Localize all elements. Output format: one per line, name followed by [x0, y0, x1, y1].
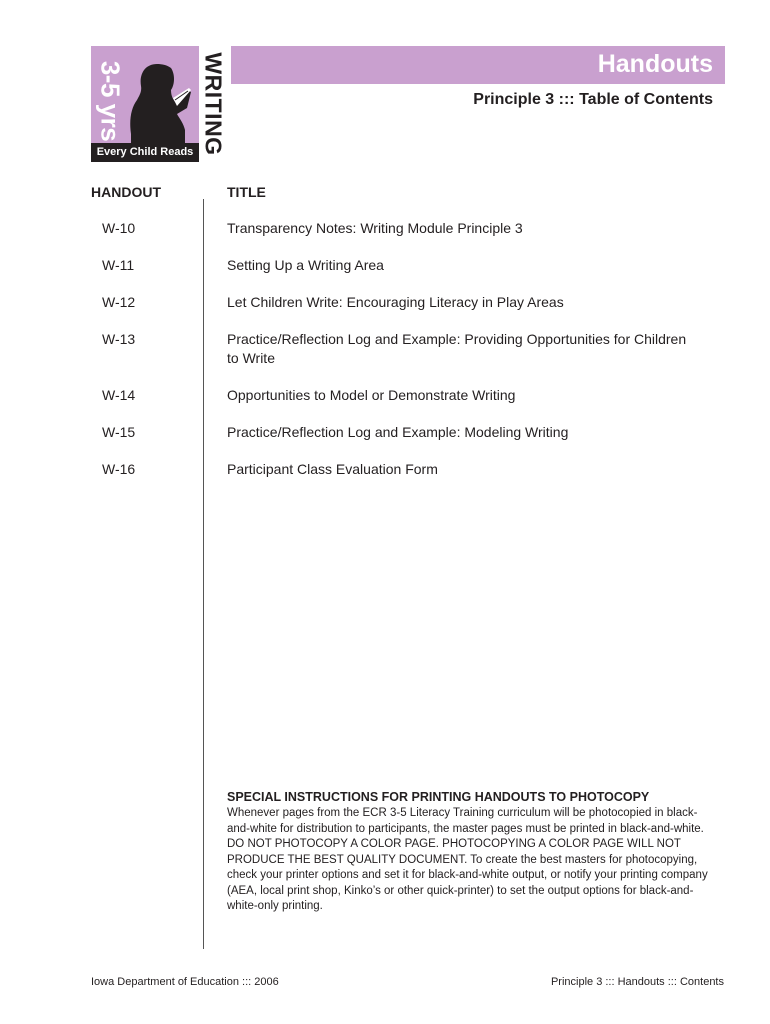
instructions-heading: SPECIAL INSTRUCTIONS FOR PRINTING HANDOUTS TO PHOTOCOPY: [227, 790, 650, 804]
logo-age-label: 3-5 yrs: [95, 60, 126, 142]
handout-code: W-13: [102, 331, 136, 347]
handout-code: W-15: [102, 424, 136, 440]
handout-title: Practice/Reflection Log and Example: Modeling Writing: [227, 424, 569, 440]
instructions-body: Whenever pages from the ECR 3-5 Literacy Training curriculum will be photocopied in black-and-white for distribution to participants, the master pages must be printed in black-and-white. DO NOT PHOTOCOPY A COLOR PAGE. PHOTOCOPYING A COLOR PAGE WILL NOT PRODUCE THE BEST QUALITY DOCUMENT. To create the best masters for photocopying, check your printer options and set it for black-and-white output, or notify your printing company (AEA, local print shop, Kinko’s or other quick-printer) to set the output options for black-and-white-only printing.: [227, 807, 708, 912]
header-bar: [231, 46, 725, 84]
logo-writing-label-box: [200, 46, 226, 162]
column-divider: [203, 199, 204, 949]
page-subtitle: Principle 3 ::: Table of Contents: [473, 91, 713, 108]
handout-title: Setting Up a Writing Area: [227, 257, 384, 273]
handout-title: Transparency Notes: Writing Module Principle 3: [227, 220, 523, 236]
page-title: Handouts: [597, 50, 713, 78]
logo-writing-label: WRITING: [200, 52, 227, 156]
column-header-title: TITLE: [227, 184, 266, 200]
handout-code: W-16: [102, 461, 136, 477]
handout-code: W-14: [102, 387, 136, 403]
logo-age-label-box: [95, 52, 125, 150]
printing-instructions: [227, 789, 727, 915]
handout-title: Opportunities to Model or Demonstrate Writing: [227, 387, 516, 403]
handout-code: W-11: [102, 257, 135, 273]
footer-publisher: Iowa Department of Education ::: 2006: [91, 976, 279, 988]
child-reading-icon: [127, 60, 193, 144]
handout-code: W-10: [102, 220, 136, 236]
handout-code: W-12: [102, 294, 136, 310]
footer-section: Principle 3 ::: Handouts ::: Contents: [550, 976, 724, 988]
logo-tagline: Every Child Reads: [91, 143, 199, 162]
program-logo: [91, 46, 199, 162]
handout-title: Let Children Write: Encouraging Literacy in Play Areas: [227, 294, 564, 310]
handout-title: Participant Class Evaluation Form: [227, 461, 438, 477]
column-header-handout: HANDOUT: [91, 184, 161, 200]
handout-title: Practice/Reflection Log and Example: Providing Opportunities for Children to Write: [227, 331, 687, 366]
